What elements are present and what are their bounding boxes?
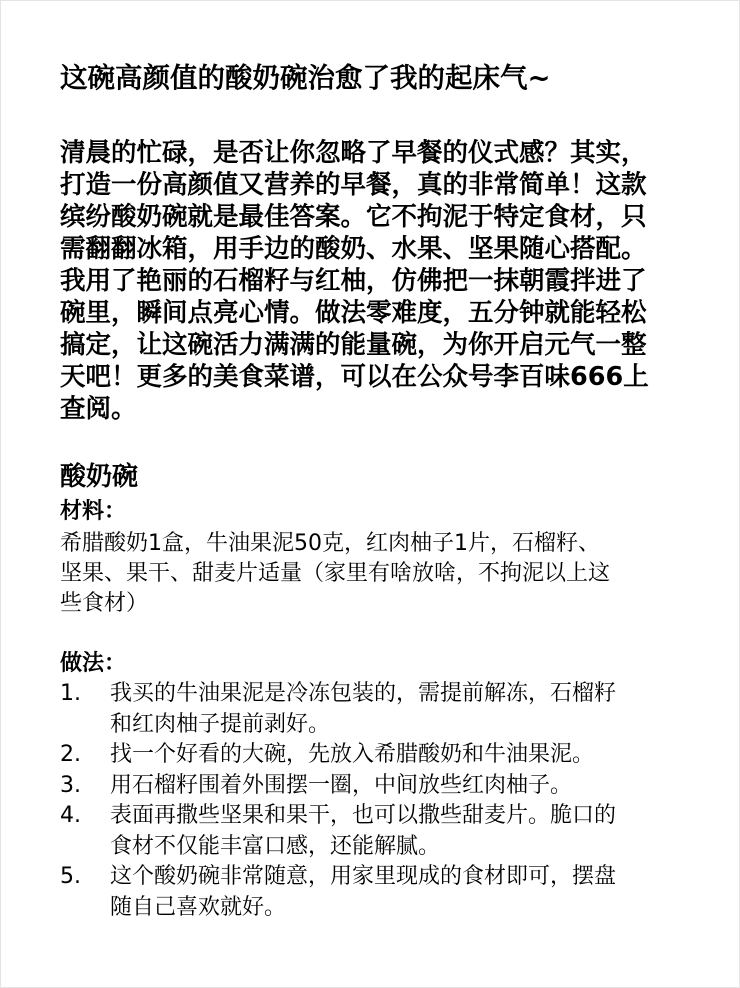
text-line: 食材不仅能丰富口感，还能解腻。 — [110, 833, 441, 859]
ingredients-heading: 材料： — [60, 499, 127, 524]
text-line: 需翻翻冰箱，用手边的酸奶、水果、坚果随心搭配。 — [60, 234, 647, 264]
step-number: 2. — [60, 742, 81, 767]
text-line: 用石榴籽围着外围摆一圈，中间放些红肉柚子。 — [110, 772, 573, 798]
text-line: 找一个好看的大碗，先放入希腊酸奶和牛油果泥。 — [110, 742, 595, 767]
text-line: 表面再撒些坚果和果干，也可以撒些甜麦片。脆口的 — [110, 803, 617, 828]
text-line: 搞定，让这碗活力满满的能量碗，为你开启元气一整 — [60, 330, 647, 360]
text-line: 我买的牛油果泥是冷冻包装的，需提前解冻，石榴籽 — [110, 681, 617, 706]
list-item — [60, 771, 616, 802]
text-line: 这个酸奶碗非常随意，用家里现成的食材即可，摆盘 — [110, 864, 617, 889]
step-number: 4. — [60, 803, 81, 828]
text-line: 希腊酸奶1盒，牛油果泥50克，红肉柚子1片，石榴籽、 — [60, 531, 600, 556]
list-item — [60, 679, 616, 740]
text-line: 和红肉柚子提前剥好。 — [110, 711, 331, 737]
list-item — [60, 862, 616, 923]
article-title: 这碗高颜值的酸奶碗治愈了我的起床气~ — [60, 62, 551, 94]
ingredients-text — [60, 529, 610, 619]
text-line: 些食材） — [60, 591, 149, 616]
step-number: 5. — [60, 864, 81, 889]
step-number: 3. — [60, 772, 81, 798]
text-line: 打造一份高颜值又营养的早餐，真的非常简单！这款 — [60, 170, 647, 200]
intro-paragraph — [60, 137, 649, 425]
text-line: 坚果、果干、甜麦片适量（家里有啥放啥，不拘泥以上这 — [60, 561, 611, 586]
text-line: 随自己喜欢就好。 — [110, 894, 287, 920]
recipe-title: 酸奶碗 — [60, 462, 139, 492]
method-heading: 做法： — [60, 651, 127, 676]
list-item — [60, 740, 616, 771]
text-line: 清晨的忙碌，是否让你忽略了早餐的仪式感？其实， — [60, 138, 647, 168]
step-number: 1. — [60, 681, 81, 706]
text-line: 缤纷酸奶碗就是最佳答案。它不拘泥于特定食材，只 — [60, 202, 647, 232]
text-line: 我用了艳丽的石榴籽与红柚，仿佛把一抹朝霞拌进了 — [60, 266, 647, 296]
method-steps-list — [60, 679, 616, 923]
list-item — [60, 801, 616, 862]
text-line: 天吧！更多的美食菜谱，可以在公众号李百味666上 — [60, 362, 649, 392]
text-line: 碗里，瞬间点亮心情。做法零难度，五分钟就能轻松 — [60, 298, 647, 328]
text-line: 查阅。 — [60, 394, 137, 424]
